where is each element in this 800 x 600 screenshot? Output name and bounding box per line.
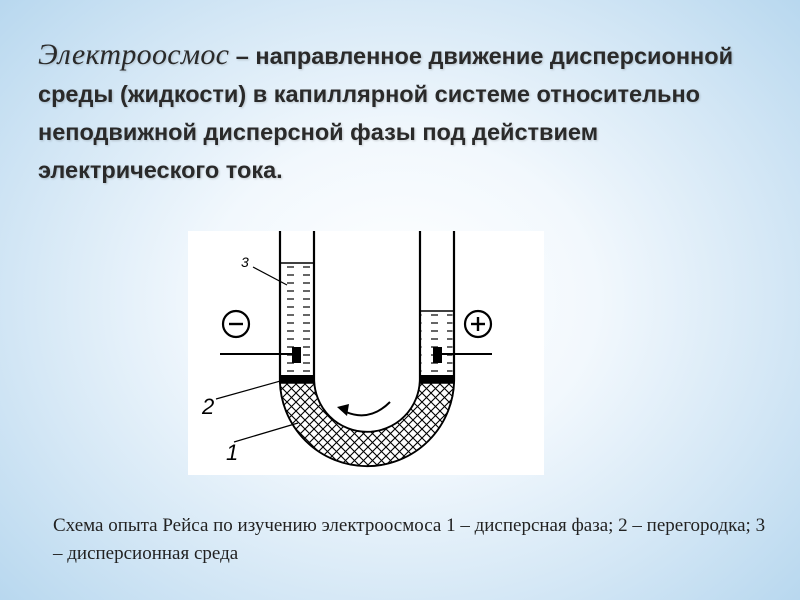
definition-heading bbox=[38, 36, 778, 189]
flow-arrow bbox=[346, 402, 390, 415]
label-3: 3 bbox=[241, 254, 249, 270]
definition-text: – направленное движение дисперсионной среды (жидкости) в капиллярной системе относительно неподвижной дисперсной фазы под действием электрического тока. bbox=[38, 43, 734, 183]
flow-arrow-head-icon bbox=[337, 404, 349, 416]
medium-right bbox=[422, 311, 453, 375]
leader-line-1 bbox=[234, 423, 298, 442]
partition-left bbox=[280, 375, 314, 383]
electrode-right bbox=[433, 347, 442, 363]
dispersed-phase-fill bbox=[280, 379, 454, 466]
term-electroosmosis: Электроосмос bbox=[38, 38, 230, 71]
label-2: 2 bbox=[202, 394, 215, 419]
reuss-experiment-diagram bbox=[188, 231, 544, 475]
label-1: 1 bbox=[226, 440, 239, 465]
leader-line-2 bbox=[216, 380, 284, 399]
electrode-left bbox=[292, 347, 301, 363]
u-tube-inner-wall bbox=[314, 231, 420, 432]
partition-right bbox=[420, 375, 454, 383]
figure-caption: Схема опыта Рейса по изучению электроосмоса 1 – дисперсная фаза; 2 – перегородка; 3 – дисперсионная среда bbox=[53, 515, 766, 564]
